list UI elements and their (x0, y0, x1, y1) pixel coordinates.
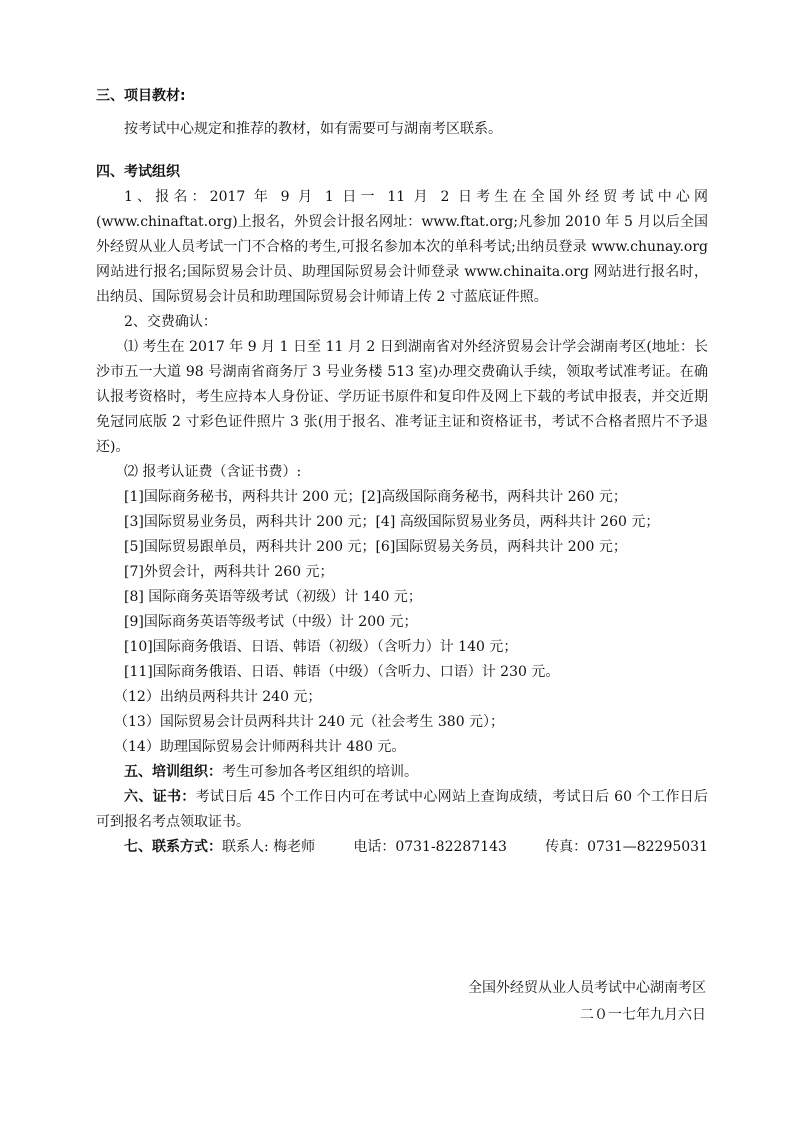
section4-heading: 四、考试组织 (96, 164, 180, 180)
section5-label: 五、培训组织： (124, 764, 222, 780)
fee-item: [7]外贸会计，两科共计 260 元； (124, 564, 334, 580)
signature-org: 全国外经贸从业人员考试中心湖南考区 (468, 980, 706, 996)
section3-heading: 三、项目教材: (96, 88, 186, 104)
section7-label: 七、联系方式： (124, 839, 222, 855)
signature-date: 二０一七年九月六日 (580, 1007, 706, 1023)
fee-item: [3]国际贸易业务员，两科共计 200 元；[4] 高级国际贸易业务员，两科共计 260 元； (124, 514, 660, 530)
fee-list (96, 485, 708, 760)
section4-item2-sub2: ⑵ 报考认证费（含证书费）: (124, 464, 302, 480)
section6-text: 考试日后 45 个工作日内可在考试中心网站上查询成绩，考试日后 60 个工作日后可到报名考点领取证书。 (96, 789, 708, 830)
signature-block (468, 975, 706, 1029)
section5 (96, 760, 708, 785)
fee-item: [5]国际贸易跟单员，两科共计 200 元；[6]国际贸易关务员，两科共计 200 元； (124, 539, 627, 555)
section5-text: 考生可参加各考区组织的培训。 (222, 764, 418, 780)
fee-item: （12）出纳员两科共计 240 元； (114, 689, 322, 705)
section4-item2-sub1: ⑴ 考生在 2017 年 9 月 1 日至 11 月 2 日到湖南省对外经济贸易会计学会湖南考区(地址：长沙市五一大道 98 号湖南省商务厅 3 号业务楼 513 室)办理交费确认手续，领取考试准考证。在确认报考资格时，考生应持本人身份证、学历证书原件和复印件及网上下载的考试申报表，并交近期免冠同底版 2 寸彩色证件照片 3 张(用于报名、准考证主证和资格证书，考试不合格者照片不予退还)。 (96, 339, 708, 455)
fee-item: [10]国际商务俄语、日语、韩语（初级）（含听力）计 140 元； (124, 639, 518, 655)
section4-item1: 1、报名：2017 年 9 月 1 日一 11 月 2 日考生在全国外经贸考试中心网(www.chinaftat.org)上报名，外贸会计报名网址：www.ftat.org;凡参加 2010 年 5 月以后全国外经贸从业人员考试一门不合格的考生,可报名参加本次的单科考试;出纳员登录 www.chunay.org 网站进行报名;国际贸易会计员、助理国际贸易会计师登录 www.chinaita.org 网站进行报名时，出纳员、国际贸易会计员和助理国际贸易会计师请上传 2 寸蓝底证件照。 (96, 189, 708, 305)
contact-person: 联系人: 梅老师 (222, 839, 316, 855)
section6 (96, 785, 708, 835)
fee-item: （13）国际贸易会计员两科共计 240 元（社会考生 380 元）； (114, 714, 505, 730)
section4-item2-title: 2、交费确认： (124, 314, 217, 330)
section6-label: 六、证书： (124, 789, 196, 805)
contact-fax: 传真：0731—82295031 (545, 839, 708, 855)
section3-body: 按考试中心规定和推荐的教材，如有需要可与湖南考区联系。 (124, 121, 502, 137)
fee-item: （14）助理国际贸易会计师两科共计 480 元。 (114, 739, 406, 755)
section7 (96, 835, 708, 860)
fee-item: [1]国际商务秘书，两科共计 200 元；[2]高级国际商务秘书，两科共计 260 元； (124, 489, 627, 505)
fee-item: [9]国际商务英语等级考试（中级）计 200 元； (124, 614, 418, 630)
document-body (96, 84, 708, 860)
fee-item: [8] 国际商务英语等级考试（初级）计 140 元； (124, 589, 422, 605)
contact-phone: 电话：0731-82287143 (353, 839, 507, 855)
fee-item: [11]国际商务俄语、日语、韩语（中级）（含听力、口语）计 230 元。 (124, 664, 560, 680)
